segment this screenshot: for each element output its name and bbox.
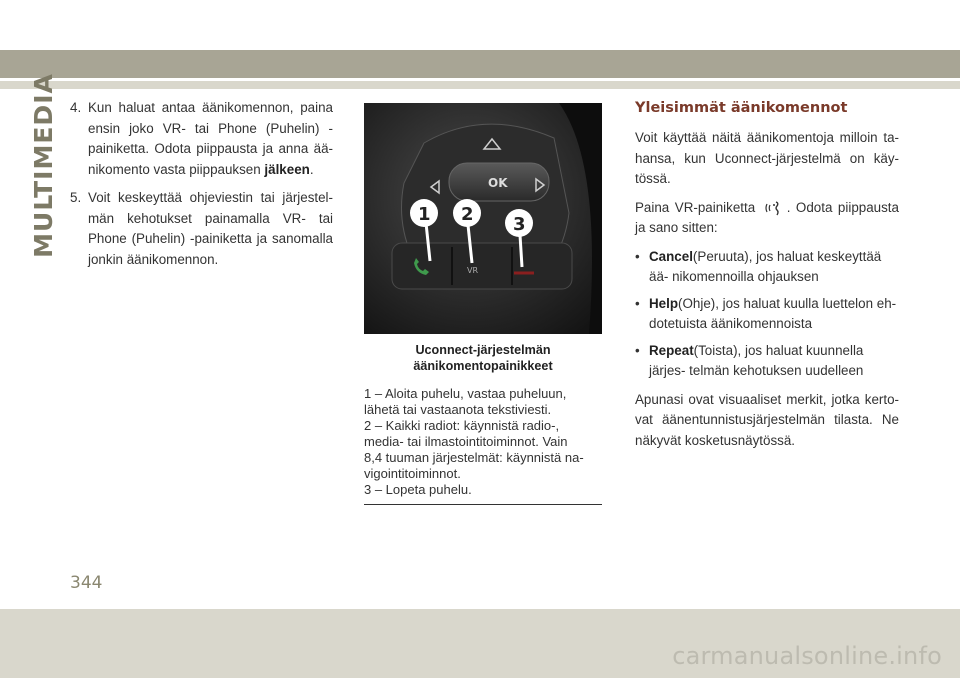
step-number: 5. — [70, 190, 82, 205]
svg-text:2: 2 — [461, 204, 474, 225]
section-side-label — [24, 72, 62, 258]
right-column — [635, 98, 899, 459]
steering-wheel-photo — [364, 103, 602, 334]
bullet: • — [635, 342, 640, 358]
command-name: Cancel — [649, 248, 693, 264]
steering-wheel-illustration — [364, 103, 602, 334]
bullet: • — [635, 295, 640, 311]
legend-line: 1 – Aloita puhelu, vastaa puheluun, — [364, 386, 567, 401]
step-tail: . — [309, 161, 314, 177]
step-item — [70, 98, 333, 180]
vr-button-label: VR — [467, 266, 479, 275]
paragraph-text: . Odota piippausta ja sano sitten: — [635, 199, 899, 235]
section-heading: Yleisimmät äänikomennot — [635, 100, 848, 116]
figure-caption — [364, 342, 602, 374]
watermark: carmanualsonline.info — [672, 642, 942, 670]
legend-line: 8,4 tuuman järjestelmät: käynnistä na- — [364, 450, 584, 465]
paragraph — [635, 198, 899, 239]
legend-line: 3 – Lopeta puhelu. — [364, 482, 472, 497]
caption-line: Uconnect-järjestelmän — [415, 343, 551, 357]
paragraph-text: Paina VR-painiketta — [635, 199, 756, 215]
step-emphasis: jälkeen — [264, 161, 310, 177]
step-text: Kun haluat antaa äänikomennon, paina ensin joko VR- tai Phone (Puhelin) -painiketta. Odota piippausta ja anna ää- nikomento vasta piippauksen — [88, 100, 333, 177]
svg-text:1: 1 — [418, 204, 431, 225]
paragraph: Apunasi ovat visuaaliset merkit, jotka kerto- vat äänentunnistusjärjestelmän tilasta. Ne näkyvät kosketusnäytössä. — [635, 391, 899, 448]
steps-list — [70, 98, 333, 270]
voice-recognition-icon — [764, 200, 784, 216]
legend-line: vigointitoiminnot. — [364, 466, 461, 481]
command-item — [635, 294, 899, 335]
step-item — [70, 188, 333, 270]
command-item — [635, 341, 899, 382]
commands-list — [635, 247, 899, 382]
command-item — [635, 247, 899, 288]
ok-button-label: OK — [488, 176, 508, 190]
header-band — [0, 50, 960, 78]
figure-column — [364, 103, 602, 505]
legend-line: lähetä tai vastaanota tekstiviesti. — [364, 402, 552, 417]
step-text: Voit keskeyttää ohjeviestin tai järjestel- män kehotukset painamalla VR- tai Phone (Puhelin) -painiketta ja sanomalla jonkin äänikomennon. — [88, 190, 333, 267]
header-strip — [0, 81, 960, 89]
side-label-text: MULTIMEDIA — [28, 72, 58, 258]
paragraph: Voit käyttää näitä äänikomentoja milloin ta- hansa, kun Uconnect-järjestelmä on käy- tössä. — [635, 130, 899, 186]
svg-text:3: 3 — [513, 214, 526, 235]
figure-legend — [364, 386, 602, 505]
command-name: Help — [649, 295, 679, 311]
command-desc: (Peruuta), jos haluat keskeyttää ää- nikomennoilla ohjauksen — [649, 248, 882, 284]
step-number: 4. — [70, 100, 82, 115]
page-number: 344 — [70, 573, 103, 593]
caption-line: äänikomentopainikkeet — [413, 359, 553, 373]
command-desc: (Toista), jos haluat kuunnella järjes- telmän kehotuksen uudelleen — [649, 342, 864, 378]
command-desc: (Ohje), jos haluat kuulla luettelon eh- dotetuista äänikomennoista — [649, 295, 897, 331]
legend-line: 2 – Kaikki radiot: käynnistä radio-, — [364, 418, 560, 433]
bullet: • — [635, 248, 640, 264]
left-column — [70, 98, 333, 278]
command-name: Repeat — [649, 342, 694, 358]
legend-line: media- tai ilmastointitoiminnot. Vain — [364, 434, 568, 449]
